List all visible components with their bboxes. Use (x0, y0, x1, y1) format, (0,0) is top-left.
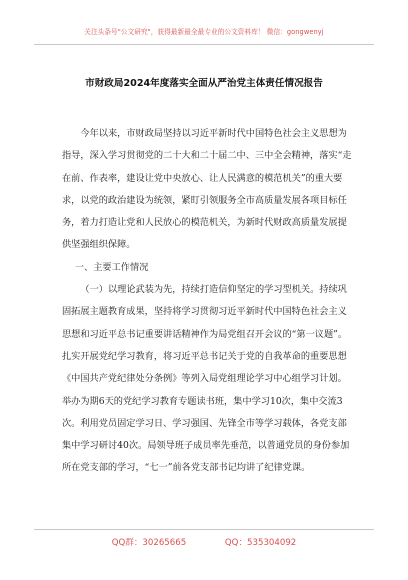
section-heading: 一、主要工作情况 (74, 261, 149, 273)
intro-paragraph: 今年以来，市财政局坚持以习近平新时代中国特色社会主义思想为指导，深入学习贯彻党的二十大和二十届二中、三中全会精神，落实“走在前、作表率，建设让党中央放心、让人民满意的模范机关”的重大要求，以党的政治建设为统领，紧盯引领服务全市高质量发展各项目标任务，着力打造让党和人民放心的模范机关，为新时代财政高质量发展提供坚强组织保障。 (62, 128, 352, 251)
document-title: 市财政局2024年度落实全面从严治党主体责任情况报告 (85, 78, 323, 89)
document-body (62, 123, 354, 480)
footer-contacts (0, 536, 408, 548)
header-divider (34, 44, 374, 45)
qq-group-text: QQ群：30265665 (111, 538, 187, 548)
subsection-paragraph: （一）以理论武装为先，持续打造信仰坚定的学习型机关。持续巩固拓展主题教育成果，坚持将学习贯彻习近平新时代中国特色社会主义思想和习近平总书记重要讲话精神作为局党组召开会议的“第一议题”。扎实开展党纪学习教育，将习近平总书记关于党的自我革命的重要思想《中国共产党纪律处分条例》等列入局党组理论学习中心组学习计划。举办为期6天的党纪学习教育专题读书班，集中学习10次，集中交流3次。利用党员固定学习日、学习强国、先锋全市等学习载体，各党支部集中学习研讨40次。局领导班子成员率先垂范，以普通党员的身份参加所在党支部的学习，“七一”前各党支部书记均讲了纪律党课。 (62, 284, 350, 474)
header-banner: 关注头条号"公文研究"，获得最新最全最专业的公文资料库！ 微信：gongwenyj (84, 28, 324, 36)
qq-text: QQ：535304092 (224, 538, 297, 548)
footer-divider (34, 529, 374, 530)
